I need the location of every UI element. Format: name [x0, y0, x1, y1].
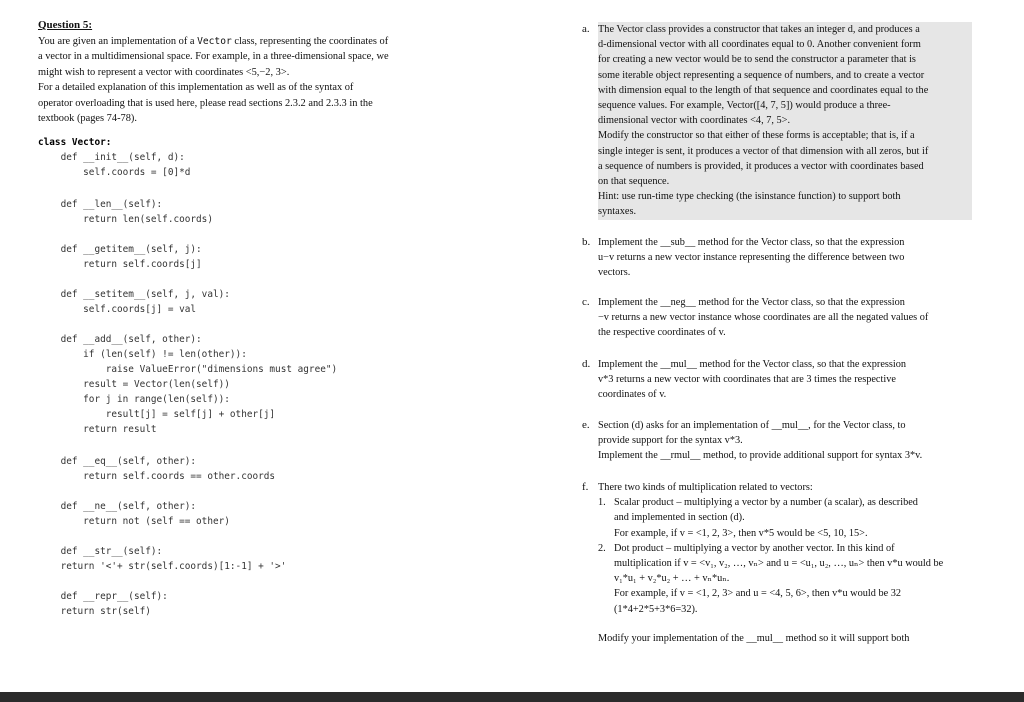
part-e — [582, 418, 972, 464]
part-a-text: The Vector class provides a constructor that takes an integer d, and produces a d-dimensional vector with all coordinates equal to 0. Another convenient form for creating a new vector would be to send the constructor a parameter that is some iterable object representing a sequence of numbers, and to create a vector with dimension equal to the length of that sequence and coordinates equal to the sequence values. For example, Vector([4, 7, 5]) would produce a three- dimensional vector with coordinates <4, 7, 5>. Modify the constructor so that either of these forms is acceptable; that is, if a single integer is sent, it produces a vector of that dimension with all zeros, but if a sequence of numbers is provided, it produces a vector with coordinates based on that sequence. Hint: use run-time type checking (the isinstance function) to support both syntaxes. — [598, 22, 972, 220]
part-label: a. — [582, 23, 590, 35]
code-line: return str(self) — [38, 606, 151, 617]
part-f-lead: There two kinds of multiplication related to vectors: — [598, 482, 813, 493]
code-line: return not (self == other) — [38, 516, 230, 527]
vector-class-name: Vector — [197, 35, 232, 47]
code-line: def __setitem__(self, j, val): — [38, 289, 230, 300]
bottom-toolbar — [0, 692, 1024, 702]
code-line: raise ValueError("dimensions must agree") — [38, 364, 338, 375]
part-c-text: Implement the __neg__ method for the Vector class, so that the expression −v returns a new vector instance whose coordinates are all the negated values of the respective coordinates of v. — [598, 297, 929, 339]
code-line: result = Vector(len(self)) — [38, 379, 230, 390]
intro-line-5: operator overloading that is used here, please read sections 2.3.2 and 2.3.3 in the — [38, 97, 373, 109]
code-line: def __init__(self, d): — [38, 152, 185, 163]
intro-line-3: might wish to represent a vector with coordinates <5,−2, 3>. — [38, 66, 290, 78]
intro-line-1: You are given an implementation of a Vector class, representing the coordinates of — [38, 35, 389, 47]
part-f — [582, 480, 972, 646]
code-line: result[j] = self[j] + other[j] — [38, 409, 276, 420]
code-line: return '<'+ str(self.coords)[1:-1] + '>' — [38, 561, 287, 572]
part-e-text: Section (d) asks for an implementation of __mul__, for the Vector class, to provide support for the syntax v*3. Implement the __rmul__ method, to provide additional support for syntax 3*v. — [598, 420, 923, 462]
code-line: return len(self.coords) — [38, 214, 213, 225]
question-intro — [38, 18, 438, 127]
code-line: def __repr__(self): — [38, 591, 168, 602]
code-line: def __ne__(self, other): — [38, 501, 197, 512]
intro-line-4: For a detailed explanation of this implementation as well as of the syntax of — [38, 82, 354, 93]
code-line: self.coords = [0]*d — [38, 167, 191, 178]
intro-line-2: a vector in a multidimensional space. For example, in a three-dimensional space, we — [38, 51, 389, 62]
part-label: e. — [582, 419, 590, 431]
code-line: for j in range(len(self)): — [38, 394, 230, 405]
code-line: def __len__(self): — [38, 199, 163, 210]
code-line: self.coords[j] = val — [38, 304, 197, 315]
part-c — [582, 295, 972, 341]
part-d-text: Implement the __mul__ method for the Vector class, so that the expression v*3 returns a new vector with coordinates that are 3 times the respective coordinates of v. — [598, 359, 907, 401]
code-line: if (len(self) != len(other)): — [38, 349, 247, 360]
part-f-closing: Modify your implementation of the __mul__ method so it will support both — [598, 632, 910, 644]
part-label: c. — [582, 296, 590, 308]
part-label: f. — [582, 481, 589, 493]
code-line: return self.coords[j] — [38, 259, 202, 270]
part-a — [582, 22, 972, 220]
code-line: return result — [38, 424, 157, 435]
intro-line-6: textbook (pages 74-78). — [38, 113, 137, 124]
part-b — [582, 235, 972, 281]
code-line: def __getitem__(self, j): — [38, 244, 202, 255]
part-f-item-2: 2. Dot product – multiplying a vector by another vector. In this kind of multiplication if v = <v₁, v₂, …, vₙ> and u = <u₁, u₂, …, uₙ> then v*u would be v₁*u₁ + v₂*u₂ + … + vₙ*uₙ. For example, if v = <1, 2, 3> and u = <4, 5, 6>, then v*u would be 32 (1*4+2*5+3*6=32). — [598, 542, 944, 615]
code-line: return self.coords == other.coords — [38, 471, 276, 482]
part-d — [582, 357, 972, 403]
part-b-text: Implement the __sub__ method for the Vector class, so that the expression u−v returns a new vector instance representing the difference between two vectors. — [598, 237, 905, 279]
part-label: d. — [582, 358, 591, 370]
code-line: class Vector: — [38, 137, 112, 148]
code-line: def __add__(self, other): — [38, 334, 202, 345]
code-line: def __eq__(self, other): — [38, 456, 197, 467]
part-label: b. — [582, 236, 591, 248]
part-f-item-1: 1. Scalar product – multiplying a vector by a number (a scalar), as described and implemented in section (d). For example, if v = <1, 2, 3>, then v*5 would be <5, 10, 15>. — [598, 497, 918, 539]
code-line: def __str__(self): — [38, 546, 163, 557]
question-title: Question 5: — [38, 19, 93, 31]
